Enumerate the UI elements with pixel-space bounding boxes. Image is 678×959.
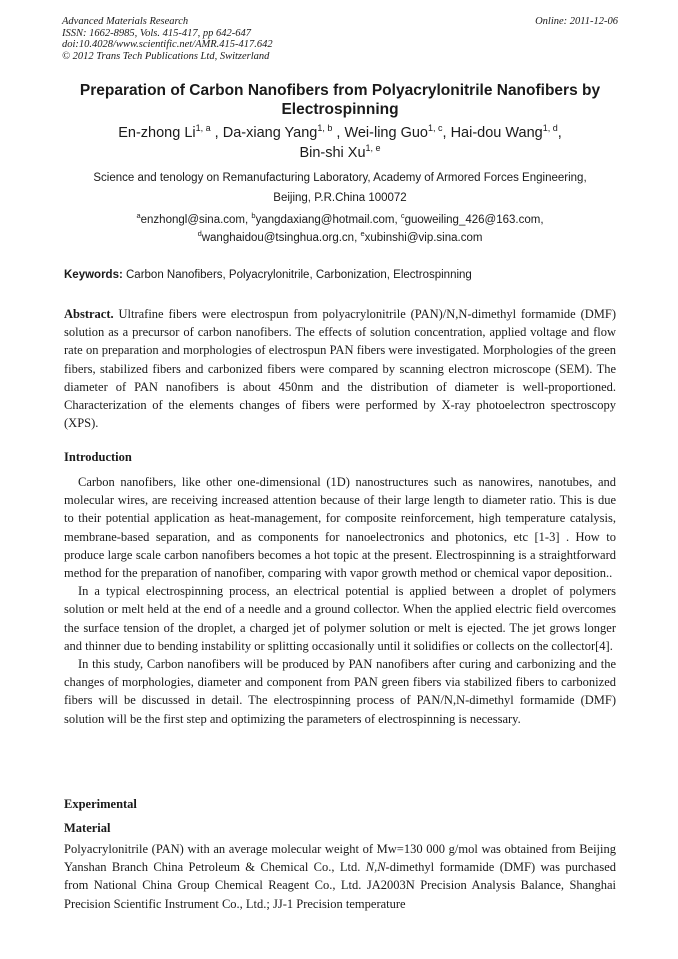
- paper-title: Preparation of Carbon Nanofibers from Polyacrylonitrile Nanofibers by Electrospinning: [79, 82, 601, 118]
- email-link[interactable]: enzhongl@sina.com,: [140, 214, 252, 226]
- author-affil-mark: 1, d: [542, 123, 558, 133]
- keywords: [64, 266, 618, 284]
- material-body: Polyacrylonitrile (PAN) with an average molecular weight of Mw=130 000 g/mol was obtained from Beijing Yanshan Branch China Petroleum & Chemical Co., Ltd. N,N-dimethyl formamide (DMF) was purchased from National China Group Chemical Reagent Co., Ltd. JA2003N Precision Analysis Balance, Shanghai Precision Scientific Instrument Co., Ltd.; JJ-1 Precision temperature: [64, 842, 616, 911]
- email-list: $^a$enzhongl@sina.com, $^b$yangdaxiang@hotmail.com, $^c$guoweiling_426@163.com, $^d$wanghaidou@tsinghua.org.cn, $^e$xubinshi@vip.sina.com: [136, 211, 544, 244]
- author-name: Wei-ling Guo: [344, 125, 428, 141]
- keywords-text: Carbon Nanofibers, Polyacrylonitrile, Carbonization, Electrospinning: [126, 269, 472, 281]
- introduction-body: [64, 473, 616, 728]
- abstract-label: Abstract.: [64, 307, 114, 321]
- section-heading-introduction: Introduction: [64, 450, 132, 464]
- author-name: Bin-shi Xu: [299, 145, 366, 161]
- online-date: Online: 2011-12-06: [535, 16, 618, 27]
- abstract: [64, 305, 616, 432]
- author-affil-mark: 1, a: [195, 123, 211, 133]
- running-header: [62, 16, 618, 62]
- author-affil-mark: 1, b: [317, 123, 333, 133]
- author-list: En-zhong Li$^{1, a}$ , Da-xiang Yang$^{1, b}$ , Wei-ling Guo$^{1, c}$, Hai-dou Wang$^{1, d}$, Bin-shi Xu$^{1, e}$: [118, 123, 562, 161]
- section-heading-experimental: Experimental: [64, 797, 137, 811]
- issn-line: ISSN: 1662-8985, Vols. 415-417, pp 642-647: [62, 27, 251, 39]
- author-affil-mark: 1, c: [427, 123, 443, 133]
- author-affil-mark: 1, e: [365, 143, 381, 153]
- paragraph: In a typical electrospinning process, an electrical potential is applied between a droplet of polymers solution or melt held at the end of a needle and a ground collector. When the applied electric field overcomes the surface tension of the droplet, a charged jet of polymer solution or melt is ejected. The jet grows longer and thinner due to bending instability or splitting occasionally until it solidifies or collects on the collector[4].: [64, 584, 616, 653]
- keywords-label: Keywords:: [64, 269, 123, 281]
- journal-name: Advanced Materials Research: [62, 16, 189, 27]
- email-link[interactable]: wanghaidou@tsinghua.org.cn,: [201, 232, 361, 244]
- author-name: Da-xiang Yang: [222, 125, 318, 141]
- author-name: Hai-dou Wang: [450, 125, 543, 141]
- email-link[interactable]: guoweiling_426@163.com,: [404, 214, 544, 226]
- author-name: En-zhong Li: [118, 125, 196, 141]
- email-link[interactable]: yangdaxiang@hotmail.com,: [255, 214, 401, 226]
- paragraph: In this study, Carbon nanofibers will be produced by PAN nanofibers after curing and carbonizing and the changes of morphologies, diameter and component from PAN green fibers via stabilized fibers to carbonized fibers will be discussed in detail. The electrospinning process of PAN/N,N-dimethyl formamide (DMF) solution will be the first step and optimizing the parameters of electrospinning is necessary.: [64, 657, 616, 726]
- affiliation: Science and tenology on Remanufacturing Laboratory, Academy of Armored Forces Engineering, Beijing, P.R.China 100072: [93, 172, 587, 204]
- doi-line: doi:10.4028/www.scientific.net/AMR.415-417.642: [62, 39, 273, 50]
- paragraph: Carbon nanofibers, like other one-dimensional (1D) nanostructures such as nanowires, nanotubes, and molecular wires, are receiving increased attention because of their large length to diameter ratio. This is due to their potential application as heat-management, for composite reinforcement, high temperature catalysis, membrane-based separation, and as components for nanoelectronics and photonics, etc [1-3] . How to produce large scale carbon nanofibers becomes a hot topic at the present. Electrospinning is a straightforward method for the preparation of nanofiber, comparing with vapor growth method or chemical vapor deposition..: [64, 475, 616, 581]
- copyright-line: © 2012 Trans Tech Publications Ltd, Switzerland: [62, 50, 270, 62]
- subsection-heading-material: Material: [64, 821, 111, 835]
- abstract-text: Ultrafine fibers were electrospun from polyacrylonitrile (PAN)/N,N-dimethyl formamide (DMF) solution as a precursor of carbon nanofibers. The effects of solution concentration, applied voltage and flow rate on preparation and morphologies of electrospun PAN fibers were investigated. Morphologies of the green fibers, stabilized fibers and carbonized fibers were compared by scanning electron microscope (SEM). The diameter of PAN nanofibers is about 450nm and the distribution of diameter is well-proportioned. Characterization of the elements changes of fibers were performed by X-ray photoelectron spectroscopy (XPS).: [64, 307, 616, 431]
- email-link[interactable]: xubinshi@vip.sina.com: [364, 232, 483, 244]
